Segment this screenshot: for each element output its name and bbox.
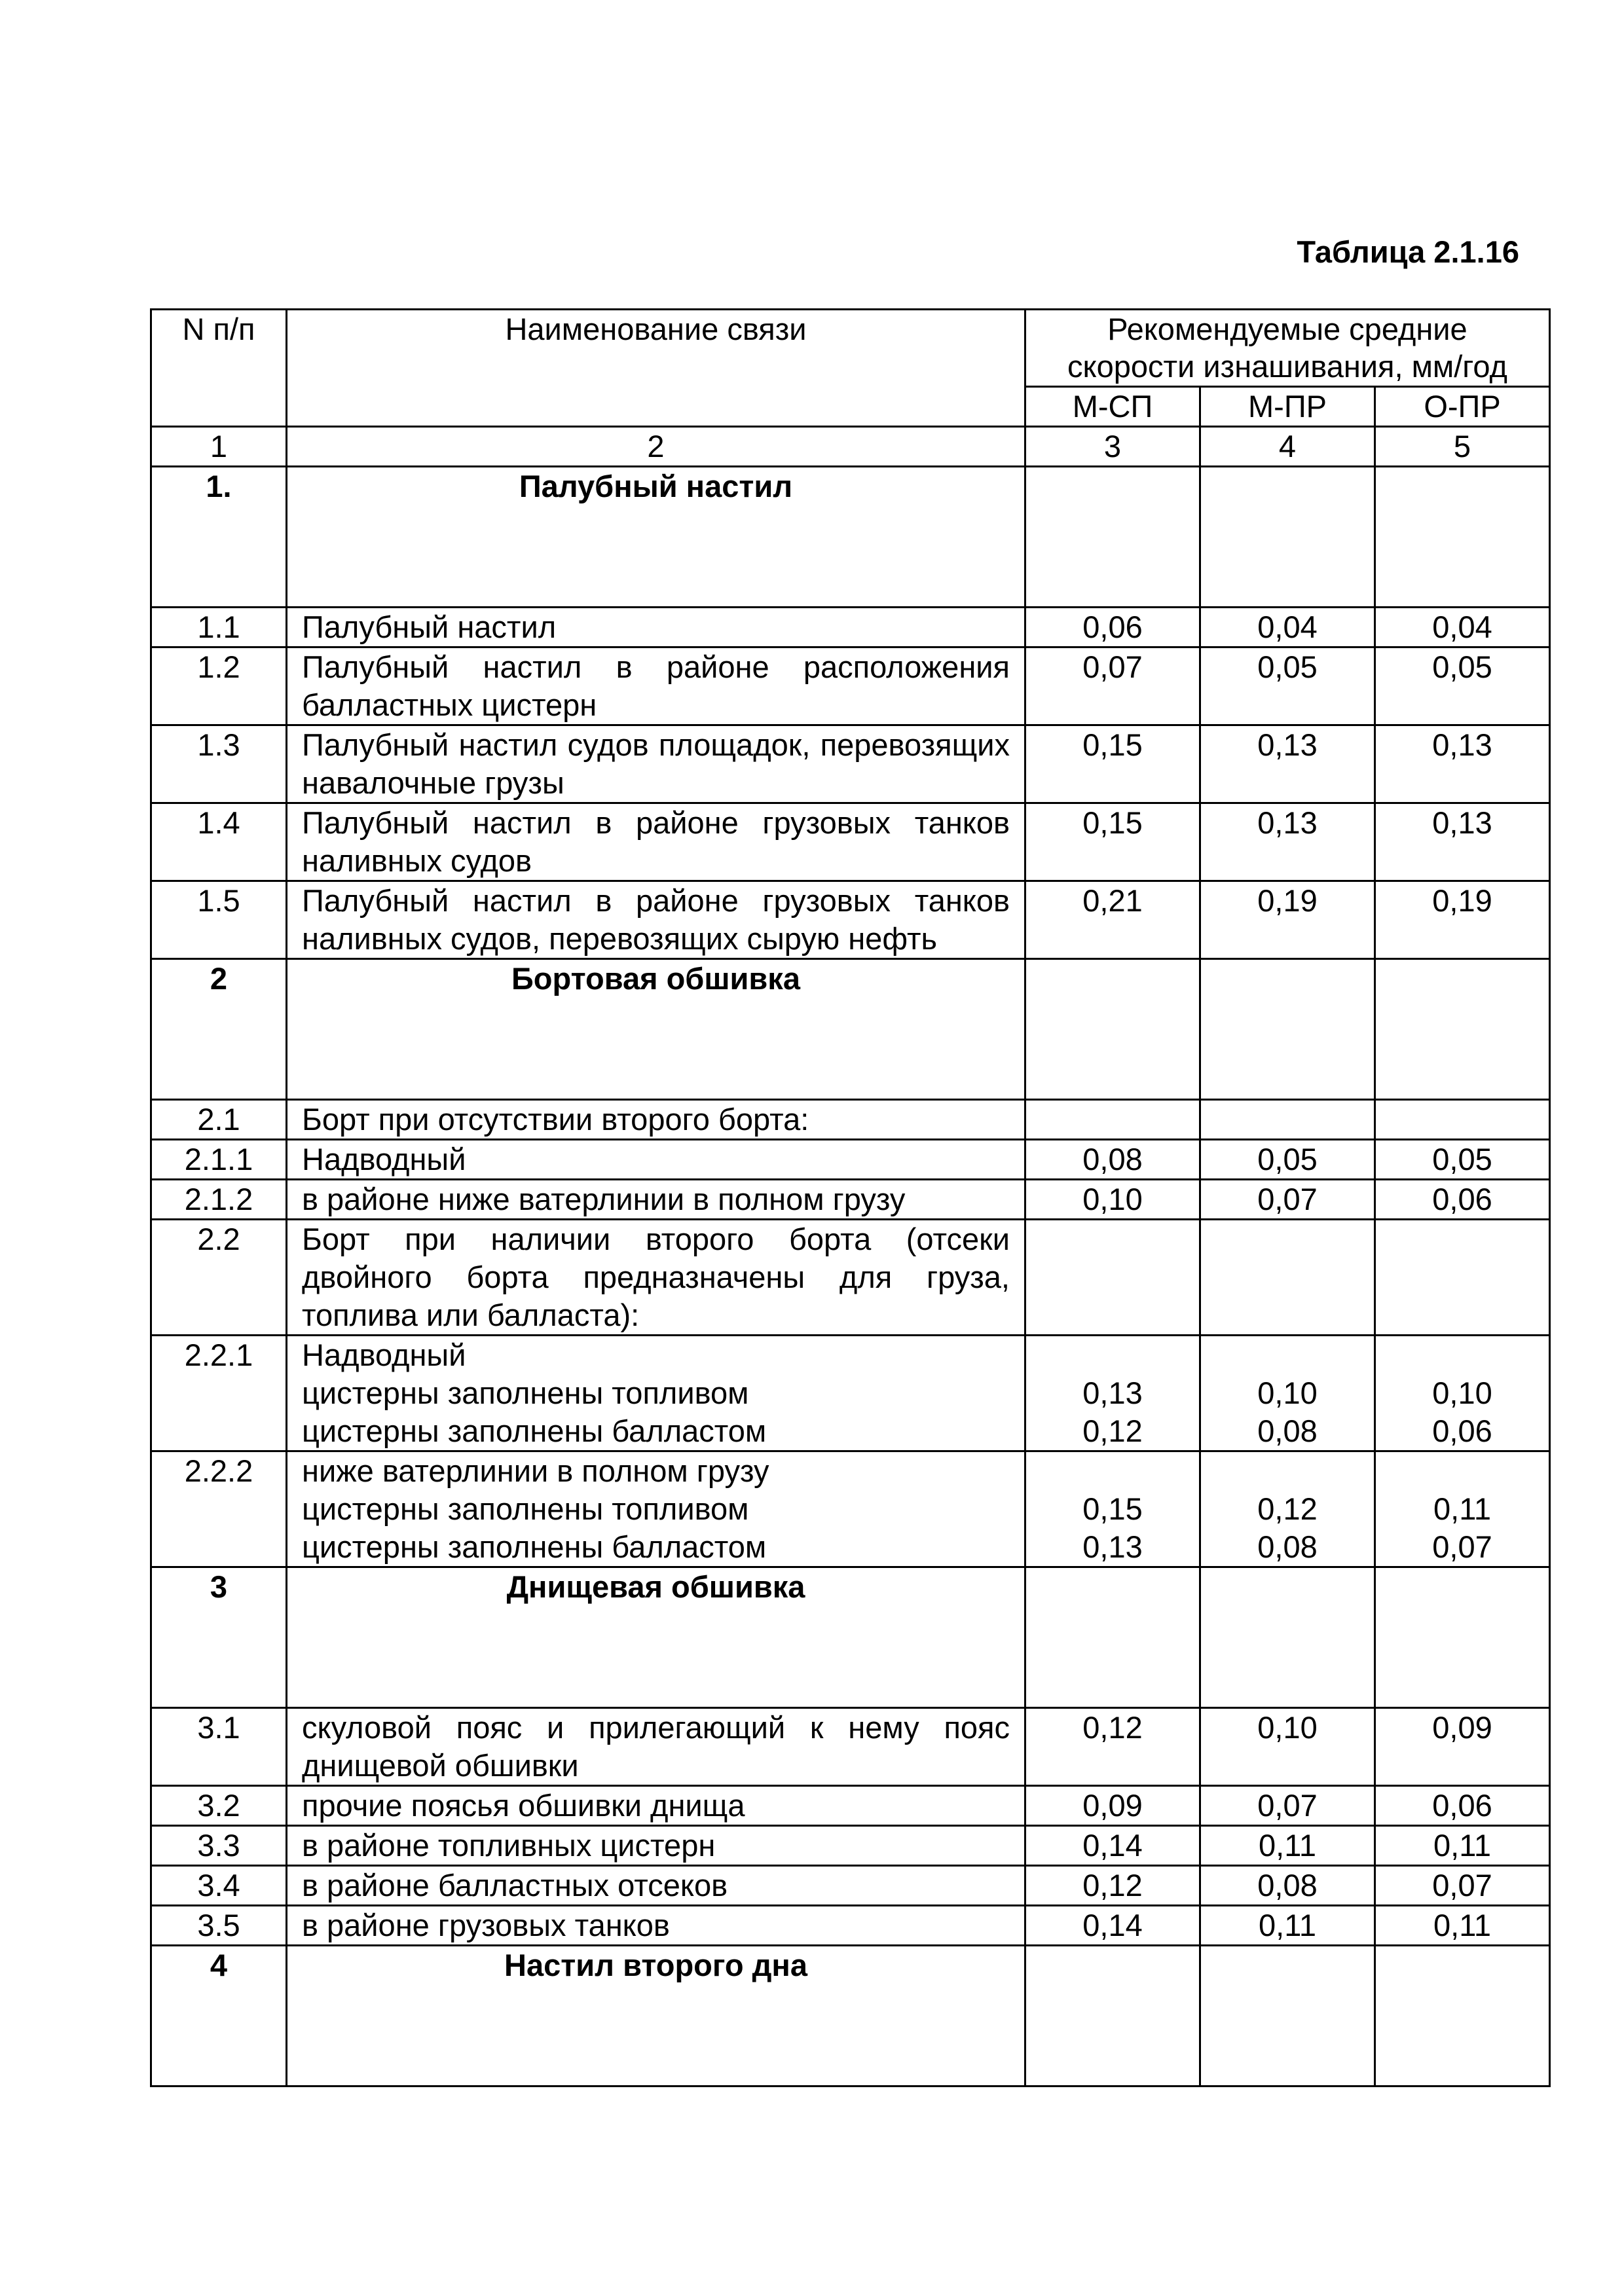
row-value-3: [1025, 1220, 1200, 1336]
row-value-5: 0,09: [1375, 1708, 1550, 1786]
row-name: Палубный настил в районе грузовых танков наливных судов, перевозящих сырую нефть: [287, 881, 1025, 959]
empty-value-cell: [1200, 467, 1375, 608]
row-name: прочие поясья обшивки днища: [287, 1786, 1025, 1826]
group-line-value: 0,11: [1433, 1491, 1491, 1526]
header-number: N п/п: [151, 310, 287, 427]
table-row: [151, 1140, 1550, 1180]
row-number: 1.1: [151, 608, 287, 647]
row-name: Палубный настил в районе расположения балластных цистерн: [287, 647, 1025, 725]
row-name: Палубный настил: [287, 608, 1025, 647]
row-value-4: 0,11: [1200, 1906, 1375, 1946]
row-value-5: 0,11: [1375, 1826, 1550, 1866]
group-line-name: цистерны заполнены балластом: [302, 1413, 767, 1448]
row-value-5: 0,11: [1375, 1906, 1550, 1946]
section-number: 4: [151, 1946, 287, 2086]
row-name: в районе грузовых танков: [287, 1906, 1025, 1946]
row-value-3: 0,15: [1025, 803, 1200, 881]
value-spacer: [1201, 1336, 1374, 1374]
table-row: [151, 1220, 1550, 1336]
row-value-3: [1025, 1100, 1200, 1140]
group-line-value: 0,10: [1432, 1376, 1492, 1410]
value-spacer: [1376, 1336, 1549, 1374]
row-value-3: 0,12: [1025, 1708, 1200, 1786]
row-value-3: 0,10: [1025, 1180, 1200, 1220]
header-m-pr: М-ПР: [1200, 387, 1375, 427]
empty-value-cell: [1025, 959, 1200, 1100]
colnum-3: 3: [1025, 427, 1200, 467]
row-value-4: 0,13: [1200, 803, 1375, 881]
row-value-4: 0,08: [1200, 1866, 1375, 1906]
row-value-4: 0,04: [1200, 608, 1375, 647]
row-number: 2.2: [151, 1220, 287, 1336]
row-value-5: 0,13: [1375, 803, 1550, 881]
row-number: 1.5: [151, 881, 287, 959]
empty-value-cell: [1375, 1946, 1550, 2086]
row-name: скуловой пояс и прилегающий к нему пояс днищевой обшивки: [287, 1708, 1025, 1786]
grouped-row: [151, 1336, 1550, 1451]
row-name: в районе ниже ватерлинии в полном грузу: [287, 1180, 1025, 1220]
group-line-value: 0,12: [1082, 1413, 1143, 1448]
empty-value-cell: [1375, 959, 1550, 1100]
row-value-4: [1200, 1336, 1375, 1451]
row-value-3: [1025, 1451, 1200, 1567]
row-number: 1.3: [151, 725, 287, 803]
row-value-5: 0,04: [1375, 608, 1550, 647]
table-row: [151, 647, 1550, 725]
table-row: [151, 1866, 1550, 1906]
header-rates: Рекомендуемые средние скорости изнашивания, мм/год: [1025, 310, 1550, 387]
row-value-3: 0,08: [1025, 1140, 1200, 1180]
row-value-4: 0,05: [1200, 1140, 1375, 1180]
row-name: Борт при отсутствии второго борта:: [287, 1100, 1025, 1140]
row-value-4: [1200, 1220, 1375, 1336]
row-number: 3.5: [151, 1906, 287, 1946]
table-row: [151, 1708, 1550, 1786]
empty-value-cell: [1025, 467, 1200, 608]
table-row: [151, 1100, 1550, 1140]
row-value-5: 0,07: [1375, 1866, 1550, 1906]
header-o-pr: О-ПР: [1375, 387, 1550, 427]
value-spacer: [1026, 1452, 1199, 1490]
row-value-3: 0,06: [1025, 608, 1200, 647]
row-value-3: 0,14: [1025, 1906, 1200, 1946]
row-number: 2.2.1: [151, 1336, 287, 1451]
row-value-4: 0,13: [1200, 725, 1375, 803]
wear-rate-table: [150, 308, 1551, 2087]
empty-value-cell: [1025, 1567, 1200, 1708]
row-value-4: 0,07: [1200, 1786, 1375, 1826]
value-spacer: [1376, 1452, 1549, 1490]
row-name: в районе топливных цистерн: [287, 1826, 1025, 1866]
row-number: 3.4: [151, 1866, 287, 1906]
row-value-5: [1375, 1100, 1550, 1140]
row-value-3: 0,12: [1025, 1866, 1200, 1906]
row-value-3: 0,21: [1025, 881, 1200, 959]
row-value-5: 0,06: [1375, 1180, 1550, 1220]
row-value-5: 0,19: [1375, 881, 1550, 959]
row-value-5: 0,13: [1375, 725, 1550, 803]
value-spacer: [1026, 1336, 1199, 1374]
section-number: 2: [151, 959, 287, 1100]
row-name: Борт при наличии второго борта (отсеки двойного борта предназначены для груза, топлива или балласта):: [287, 1220, 1025, 1336]
group-line-value: 0,13: [1082, 1376, 1143, 1410]
row-value-3: 0,14: [1025, 1826, 1200, 1866]
table-row: [151, 803, 1550, 881]
row-value-4: [1200, 1100, 1375, 1140]
row-value-5: [1375, 1336, 1550, 1451]
colnum-1: 1: [151, 427, 287, 467]
empty-value-cell: [1375, 1567, 1550, 1708]
section-title: Бортовая обшивка: [287, 959, 1025, 1100]
table-body: [151, 310, 1550, 2086]
column-numbers-row: [151, 427, 1550, 467]
row-value-3: [1025, 1336, 1200, 1451]
colnum-4: 4: [1200, 427, 1375, 467]
group-line-value: 0,06: [1432, 1413, 1492, 1448]
value-spacer: [1201, 1452, 1374, 1490]
group-line-value: 0,15: [1082, 1491, 1143, 1526]
group-heading: ниже ватерлинии в полном грузу: [302, 1453, 769, 1488]
row-value-4: [1200, 1451, 1375, 1567]
row-number: 1.4: [151, 803, 287, 881]
row-name: Палубный настил в районе грузовых танков наливных судов: [287, 803, 1025, 881]
group-line-name: цистерны заполнены балластом: [302, 1529, 767, 1564]
row-value-5: [1375, 1451, 1550, 1567]
row-number: 3.3: [151, 1826, 287, 1866]
section-title: Палубный настил: [287, 467, 1025, 608]
row-name: в районе балластных отсеков: [287, 1866, 1025, 1906]
table-row: [151, 1180, 1550, 1220]
group-line-value: 0,12: [1257, 1491, 1318, 1526]
table-row: [151, 725, 1550, 803]
empty-value-cell: [1200, 1567, 1375, 1708]
row-value-4: 0,19: [1200, 881, 1375, 959]
grouped-row: [151, 1451, 1550, 1567]
row-value-4: 0,07: [1200, 1180, 1375, 1220]
group-line-value: 0,10: [1257, 1376, 1318, 1410]
colnum-5: 5: [1375, 427, 1550, 467]
row-number: 3.1: [151, 1708, 287, 1786]
row-value-4: 0,10: [1200, 1708, 1375, 1786]
table-row: [151, 1906, 1550, 1946]
row-number: 2.1: [151, 1100, 287, 1140]
section-row: [151, 1946, 1550, 2086]
empty-value-cell: [1200, 959, 1375, 1100]
table-row: [151, 608, 1550, 647]
group-line-value: 0,07: [1432, 1529, 1492, 1564]
row-value-3: 0,07: [1025, 647, 1200, 725]
row-value-5: 0,06: [1375, 1786, 1550, 1826]
header-row: [151, 310, 1550, 387]
row-number: 2.2.2: [151, 1451, 287, 1567]
section-title: Днищевая обшивка: [287, 1567, 1025, 1708]
table-row: [151, 1826, 1550, 1866]
empty-value-cell: [1025, 1946, 1200, 2086]
row-name: [287, 1451, 1025, 1567]
row-value-5: 0,05: [1375, 1140, 1550, 1180]
row-value-5: [1375, 1220, 1550, 1336]
row-value-4: 0,05: [1200, 647, 1375, 725]
row-number: 1.2: [151, 647, 287, 725]
empty-value-cell: [1200, 1946, 1375, 2086]
row-value-4: 0,11: [1200, 1826, 1375, 1866]
section-row: [151, 467, 1550, 608]
section-row: [151, 959, 1550, 1100]
row-number: 3.2: [151, 1786, 287, 1826]
table-caption: Таблица 2.1.16: [1297, 234, 1519, 269]
group-line-name: цистерны заполнены топливом: [302, 1376, 749, 1410]
row-number: 2.1.2: [151, 1180, 287, 1220]
row-name: [287, 1336, 1025, 1451]
colnum-2: 2: [287, 427, 1025, 467]
row-value-3: 0,09: [1025, 1786, 1200, 1826]
row-value-3: 0,15: [1025, 725, 1200, 803]
section-row: [151, 1567, 1550, 1708]
header-m-sp: М-СП: [1025, 387, 1200, 427]
section-number: 1.: [151, 467, 287, 608]
group-line-value: 0,08: [1257, 1413, 1318, 1448]
row-name: Надводный: [287, 1140, 1025, 1180]
group-line-value: 0,13: [1082, 1529, 1143, 1564]
section-number: 3: [151, 1567, 287, 1708]
row-value-5: 0,05: [1375, 647, 1550, 725]
empty-value-cell: [1375, 467, 1550, 608]
group-line-value: 0,08: [1257, 1529, 1318, 1564]
row-number: 2.1.1: [151, 1140, 287, 1180]
row-name: Палубный настил судов площадок, перевозящих навалочные грузы: [287, 725, 1025, 803]
group-heading: Надводный: [302, 1338, 466, 1372]
section-title: Настил второго дна: [287, 1946, 1025, 2086]
table-row: [151, 881, 1550, 959]
group-line-name: цистерны заполнены топливом: [302, 1491, 749, 1526]
table-row: [151, 1786, 1550, 1826]
header-name: Наименование связи: [287, 310, 1025, 427]
